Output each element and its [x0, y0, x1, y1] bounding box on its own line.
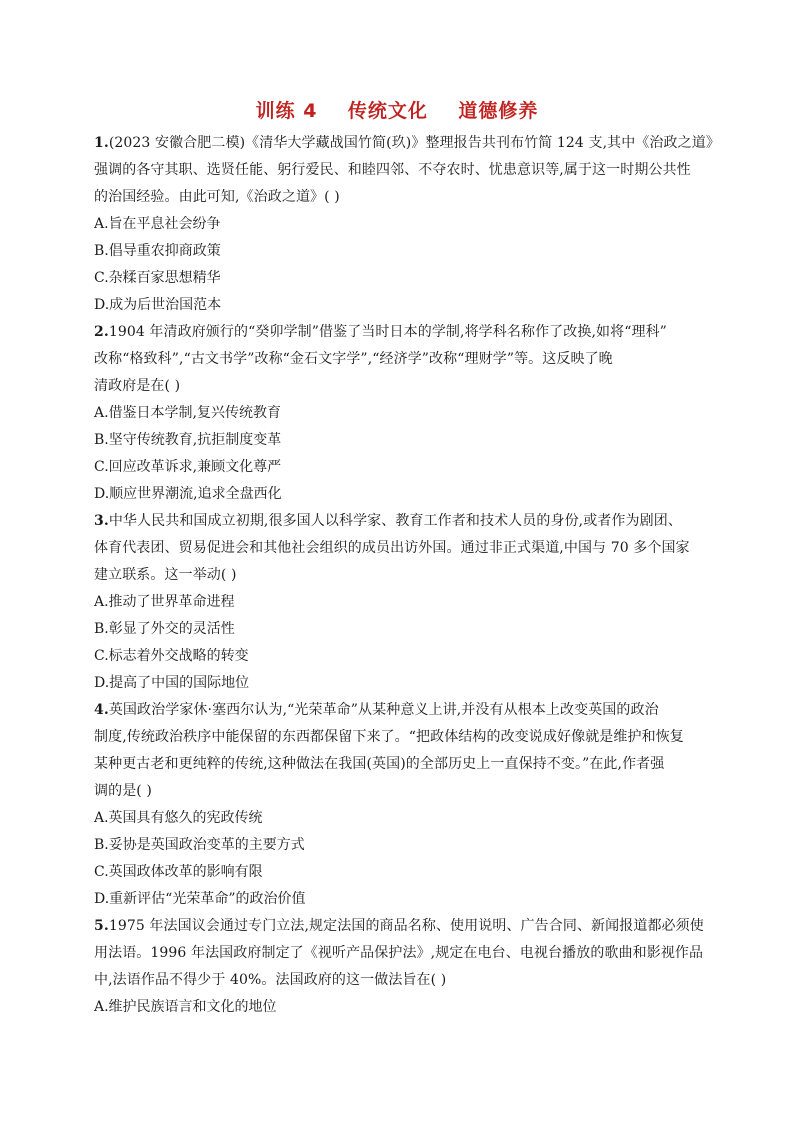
- question-3: [94, 508, 694, 697]
- question-stem-line: 4.英国政治学家休·塞西尔认为,“光荣革命”从某种意义上讲,并没有从根本上改变英国的政治: [94, 702, 659, 718]
- question-stem-line: 1.(2023 安徽合肥二模)《清华大学藏战国竹简(玖)》整理报告共刊布竹简 124 支,其中《治政之道》: [94, 135, 720, 151]
- option-c: C.标志着外交战略的转变: [94, 648, 249, 664]
- question-1: [94, 130, 720, 319]
- question-number: 3.: [94, 513, 109, 529]
- question-stem-line: 强调的各守其职、选贤任能、躬行爱民、和睦四邻、不夺农时、忧患意识等,属于这一时期公共性: [94, 162, 691, 178]
- question-number: 4.: [94, 702, 109, 718]
- question-list: [94, 130, 720, 1021]
- question-number: 2.: [94, 324, 109, 340]
- option-a: A.借鉴日本学制,复兴传统教育: [94, 405, 282, 421]
- question-stem-line: 建立联系。这一举动( ): [94, 567, 237, 583]
- question-stem-line: 中,法语作品不得少于 40%。法国政府的这一做法旨在( ): [94, 972, 447, 988]
- option-d: D.提高了中国的国际地位: [94, 675, 250, 691]
- option-c: C.杂糅百家思想精华: [94, 270, 221, 286]
- question-number: 5.: [94, 918, 109, 934]
- question-stem-line: 调的是( ): [94, 783, 152, 799]
- option-a: A.英国具有悠久的宪政传统: [94, 810, 263, 826]
- page-title: 训练 4 传统文化 道德修养: [255, 100, 539, 122]
- option-a: A.旨在平息社会纷争: [94, 216, 221, 232]
- question-4: [94, 697, 694, 913]
- option-d: D.重新评估“光荣革命”的政治价值: [94, 891, 306, 907]
- question-stem-line: 改称“格致科”,“古文书学”改称“金石文字学”,“经济学”改称“理财学”等。这反映了晚: [94, 351, 613, 367]
- option-b: B.彰显了外交的灵活性: [94, 621, 235, 637]
- question-stem-line: 用法语。1996 年法国政府制定了《视听产品保护法》,规定在电台、电视台播放的歌曲和影视作品: [94, 945, 704, 961]
- option-a: A.推动了世界革命进程: [94, 594, 235, 610]
- option-c: C.回应改革诉求,兼顾文化尊严: [94, 459, 282, 475]
- option-d: D.顺应世界潮流,追求全盘西化: [94, 486, 282, 502]
- question-stem-line: 某种更古老和更纯粹的传统,这种做法在我国(英国)的全部历史上一直保持不变。”在此,作者强: [94, 756, 665, 772]
- option-d: D.成为后世治国范本: [94, 297, 222, 313]
- question-number: 1.: [94, 135, 109, 151]
- option-c: C.英国政体改革的影响有限: [94, 864, 263, 880]
- question-stem-line: 5.1975 年法国议会通过专门立法,规定法国的商品名称、使用说明、广告合同、新闻报道都必须使: [94, 918, 704, 934]
- question-stem-line: 清政府是在( ): [94, 378, 181, 394]
- question-stem-line: 2.1904 年清政府颁行的“癸卯学制”借鉴了当时日本的学制,将学科名称作了改换,如将“理科”: [94, 324, 667, 340]
- question-2: [94, 319, 694, 508]
- option-b: B.倡导重农抑商政策: [94, 243, 221, 259]
- option-b: B.妥协是英国政治变革的主要方式: [94, 837, 305, 853]
- question-5: [94, 913, 704, 1021]
- option-a: A.维护民族语言和文化的地位: [94, 999, 277, 1015]
- question-stem-line: 制度,传统政治秩序中能保留的东西都保留下来了。“把政体结构的改变说成好像就是维护和恢复: [94, 729, 684, 745]
- question-stem-line: 的治国经验。由此可知,《治政之道》( ): [94, 189, 340, 205]
- question-stem-line: 3.中华人民共和国成立初期,很多国人以科学家、教育工作者和技术人员的身份,或者作为剧团、: [94, 513, 682, 529]
- option-b: B.坚守传统教育,抗拒制度变革: [94, 432, 282, 448]
- question-stem-line: 体育代表团、贸易促进会和其他社会组织的成员出访外国。通过非正式渠道,中国与 70 多个国家: [94, 540, 690, 556]
